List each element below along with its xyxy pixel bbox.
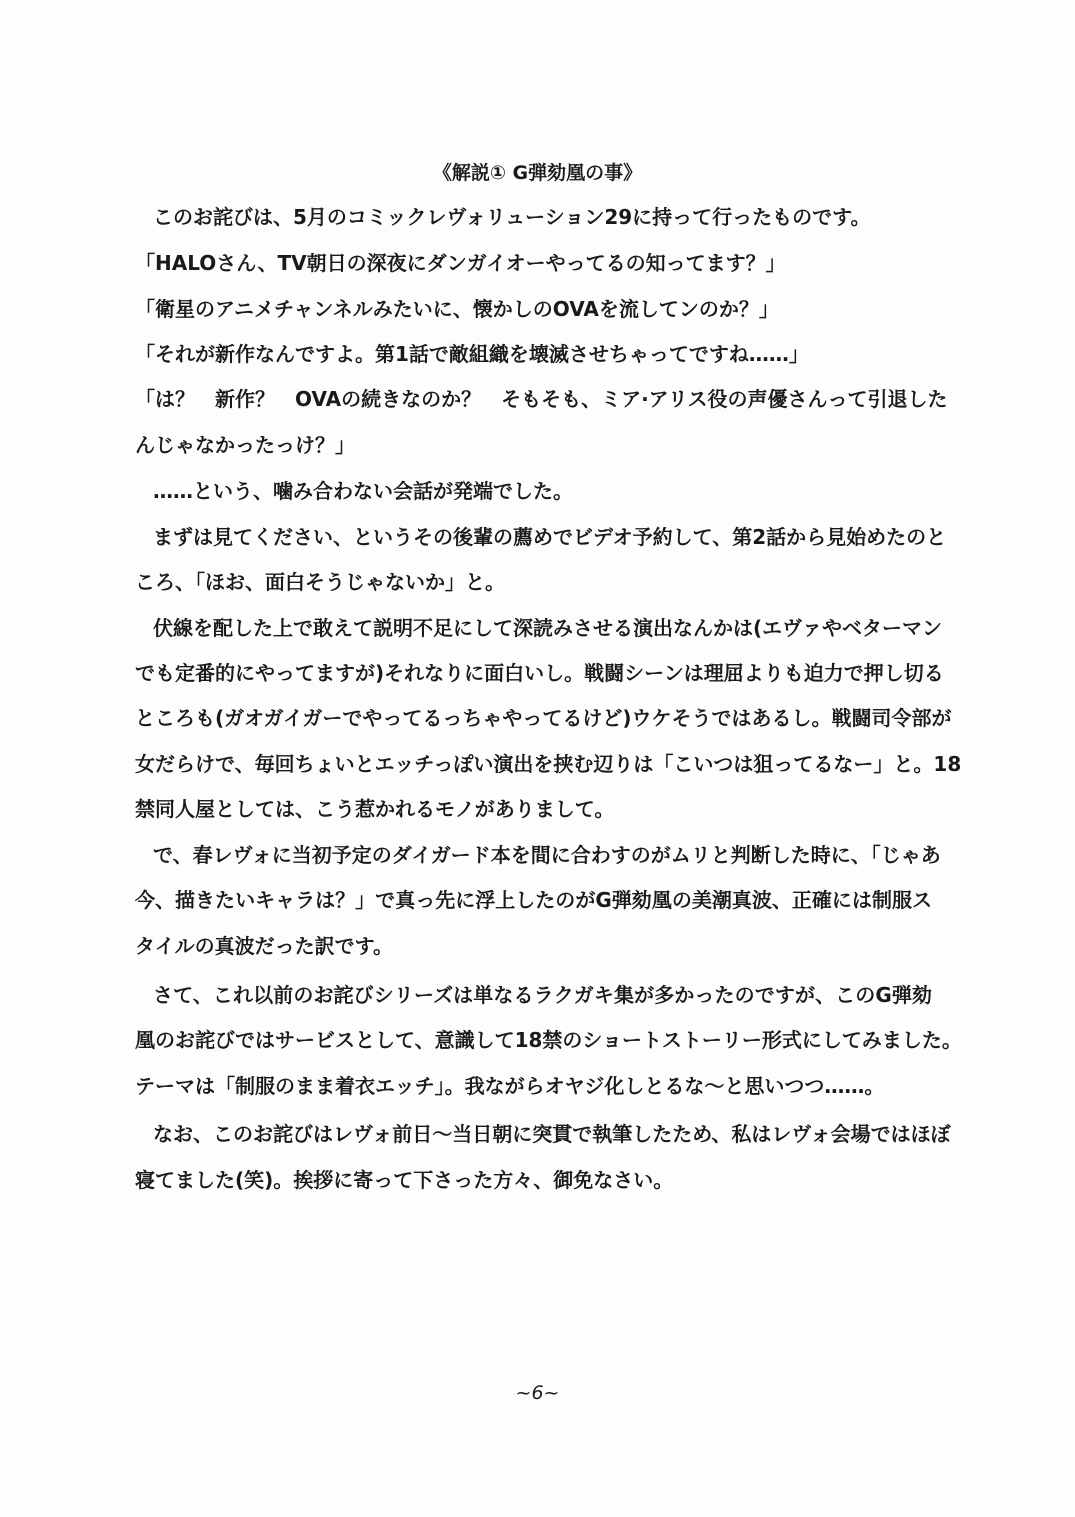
text-line: でも定番的にやってますが)それなりに面白いし。戦闘シーンは理屈よりも迫力で押し切る [135, 661, 944, 685]
text-line: 寝てました(笑)。挨拶に寄って下さった方々、御免なさい。 [135, 1168, 674, 1192]
text-line: タイルの真波だった訳です。 [135, 934, 393, 958]
text-line: ……という、噛み合わない会話が発端でした。 [153, 479, 573, 503]
text-line: 女だらけで、毎回ちょいとエッチっぽい演出を挟む辺りは「こいつは狙ってるなー」と。18 [135, 752, 962, 776]
text-line: 禁同人屋としては、こう惹かれるモノがありまして。 [135, 797, 615, 821]
text-line: このお詫びは、5月のコミックレヴォリューション29に持って行ったものです。 [153, 205, 871, 229]
text-line: で、春レヴォに当初予定のダイガード本を間に合わすのがムリと判断した時に、「じゃあ [153, 843, 941, 867]
text-line: ころ、「ほお、面白そうじゃないか」と。 [135, 570, 505, 594]
text-line: 「衛星のアニメチャンネルみたいに、懐かしのOVAを流してンのか？」 [135, 297, 779, 321]
section-title: 《解説① G弾劾凰の事》 [432, 162, 643, 184]
text-line: んじゃなかったっけ？」 [135, 433, 355, 457]
text-line: テーマは「制服のまま着衣エッチ」。我ながらオヤジ化しとるな～と思いつつ……。 [135, 1074, 885, 1098]
text-line: 「HALOさん、TV朝日の深夜にダンガイオーやってるの知ってます？」 [135, 251, 786, 275]
page-number: ~6~ [515, 1382, 560, 1404]
text-line: 伏線を配した上で敢えて説明不足にして深読みさせる演出なんかは(エヴァやベターマン [153, 616, 942, 640]
text-line: なお、このお詫びはレヴォ前日～当日朝に突貫で執筆したため、私はレヴォ会場ではほぼ [153, 1122, 951, 1146]
text-line: 今、描きたいキャラは？」で真っ先に浮上したのがG弾劾凰の美潮真波、正確には制服ス [135, 888, 932, 912]
text-line: 「それが新作なんですよ。第1話で敵組織を壊滅させちゃってですね……」 [135, 342, 809, 366]
text-line: さて、これ以前のお詫びシリーズは単なるラクガキ集が多かったのですが、このG弾劾 [153, 983, 932, 1007]
text-line: 「は？ 新作？ OVAの続きなのか？ そもそも、ミア·アリス役の声優さんって引退した [135, 387, 948, 411]
text-line: 凰のお詫びではサービスとして、意識して18禁のショートストーリー形式にしてみました。 [135, 1028, 962, 1052]
text-line: まずは見てください、というその後輩の薦めでビデオ予約して、第2話から見始めたのと [153, 525, 947, 549]
text-line: ところも(ガオガイガーでやってるっちゃやってるけど)ウケそうではあるし。戦闘司令部が [135, 706, 952, 730]
